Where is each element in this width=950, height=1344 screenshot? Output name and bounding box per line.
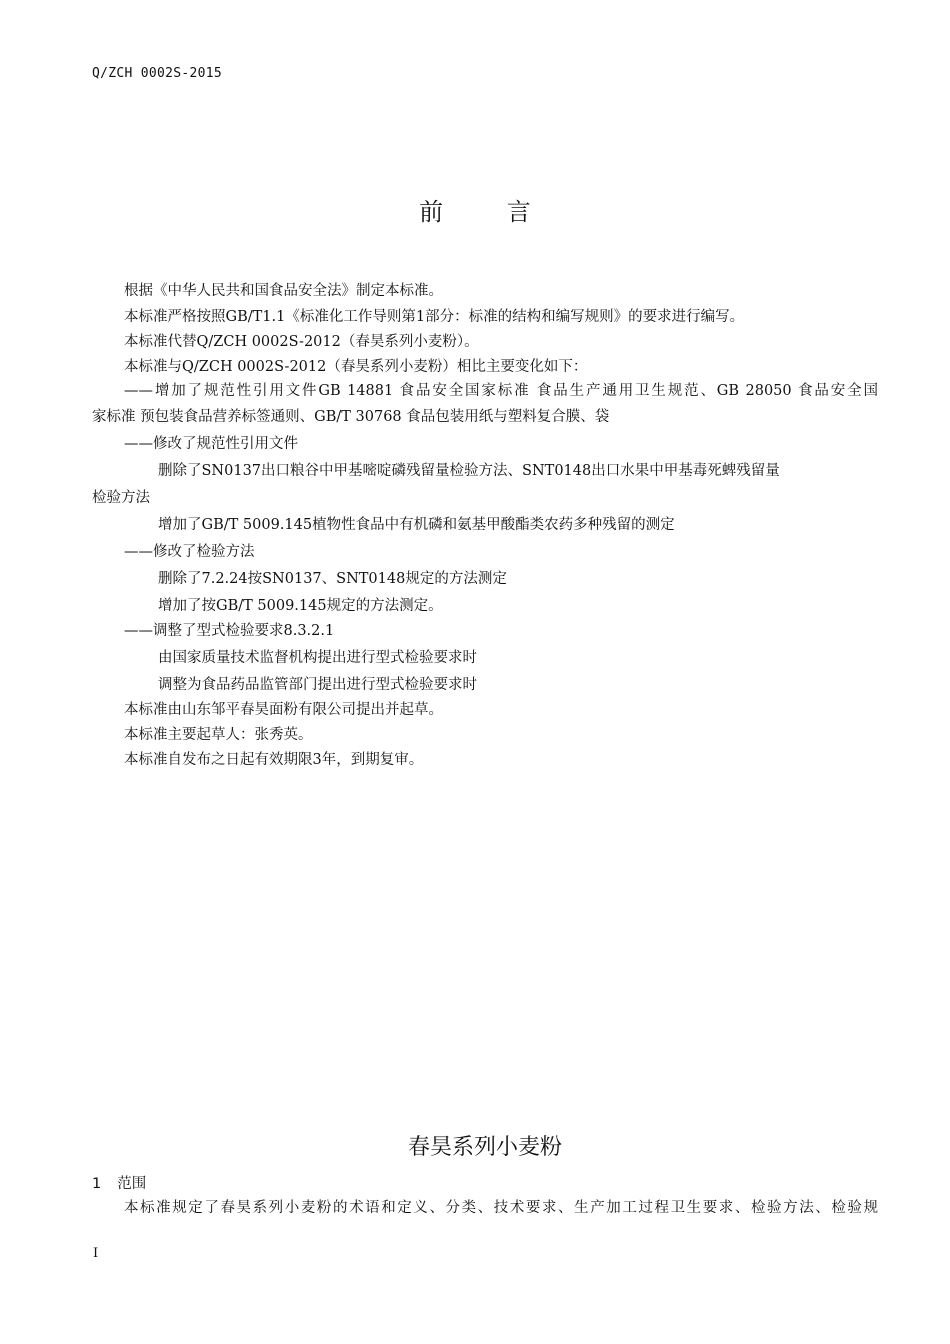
- foreword-paragraph: 删除了SN0137出口粮谷中甲基嘧啶磷残留量检验方法、SNT0148出口水果中甲基毒死蜱残留量: [158, 463, 780, 479]
- foreword-paragraph: 检验方法: [92, 490, 150, 506]
- foreword-paragraph: 本标准由山东邹平春昊面粉有限公司提出并起草。: [124, 702, 443, 718]
- foreword-paragraph: 本标准与Q/ZCH 0002S-2012（春昊系列小麦粉）相比主要变化如下：: [124, 359, 588, 375]
- foreword-paragraph: ——修改了检验方法: [124, 544, 255, 560]
- foreword-paragraph: 家标准 预包装食品营养标签通则、GB/T 30768 食品包装用纸与塑料复合膜、袋: [92, 409, 610, 425]
- section-heading: [92, 1172, 146, 1193]
- foreword-paragraph: ——调整了型式检验要求8.3.2.1: [124, 623, 335, 639]
- foreword-paragraph: 本标准代替Q/ZCH 0002S-2012（春昊系列小麦粉）。: [124, 334, 479, 350]
- foreword-paragraph: ——增加了规范性引用文件GB 14881 食品安全国家标准 食品生产通用卫生规范、GB 28050 食品安全国: [124, 383, 878, 399]
- page-number: I: [93, 1246, 99, 1261]
- foreword-paragraph: ——修改了规范性引用文件: [124, 436, 298, 452]
- foreword-paragraph: 本标准主要起草人：张秀英。: [124, 727, 313, 743]
- scope-paragraph: 本标准规定了春昊系列小麦粉的术语和定义、分类、技术要求、生产加工过程卫生要求、检验方法、检验规: [124, 1200, 878, 1216]
- foreword-paragraph: 本标准严格按照GB/T1.1《标准化工作导则第1部分：标准的结构和编写规则》的要求进行编写。: [124, 309, 745, 325]
- foreword-paragraph: 增加了按GB/T 5009.145规定的方法测定。: [158, 598, 443, 614]
- foreword-paragraph: 增加了GB/T 5009.145植物性食品中有机磷和氨基甲酸酯类农药多种残留的测定: [158, 517, 675, 533]
- foreword-title: 前 言: [419, 198, 559, 226]
- document-code: Q/ZCH 0002S-2015: [92, 66, 223, 81]
- foreword-paragraph: 由国家质量技术监督机构提出进行型式检验要求时: [158, 650, 477, 666]
- foreword-paragraph: 调整为食品药品监管部门提出进行型式检验要求时: [158, 677, 477, 693]
- standard-title: 春昊系列小麦粉: [407, 1135, 562, 1160]
- section-title: 范围: [117, 1176, 147, 1192]
- foreword-paragraph: 本标准自发布之日起有效期限3年，到期复审。: [124, 752, 424, 768]
- foreword-paragraph: 删除了7.2.24按SN0137、SNT0148规定的方法测定: [158, 571, 507, 587]
- foreword-paragraph: 根据《中华人民共和国食品安全法》制定本标准。: [124, 283, 443, 299]
- section-number: 1: [92, 1176, 102, 1192]
